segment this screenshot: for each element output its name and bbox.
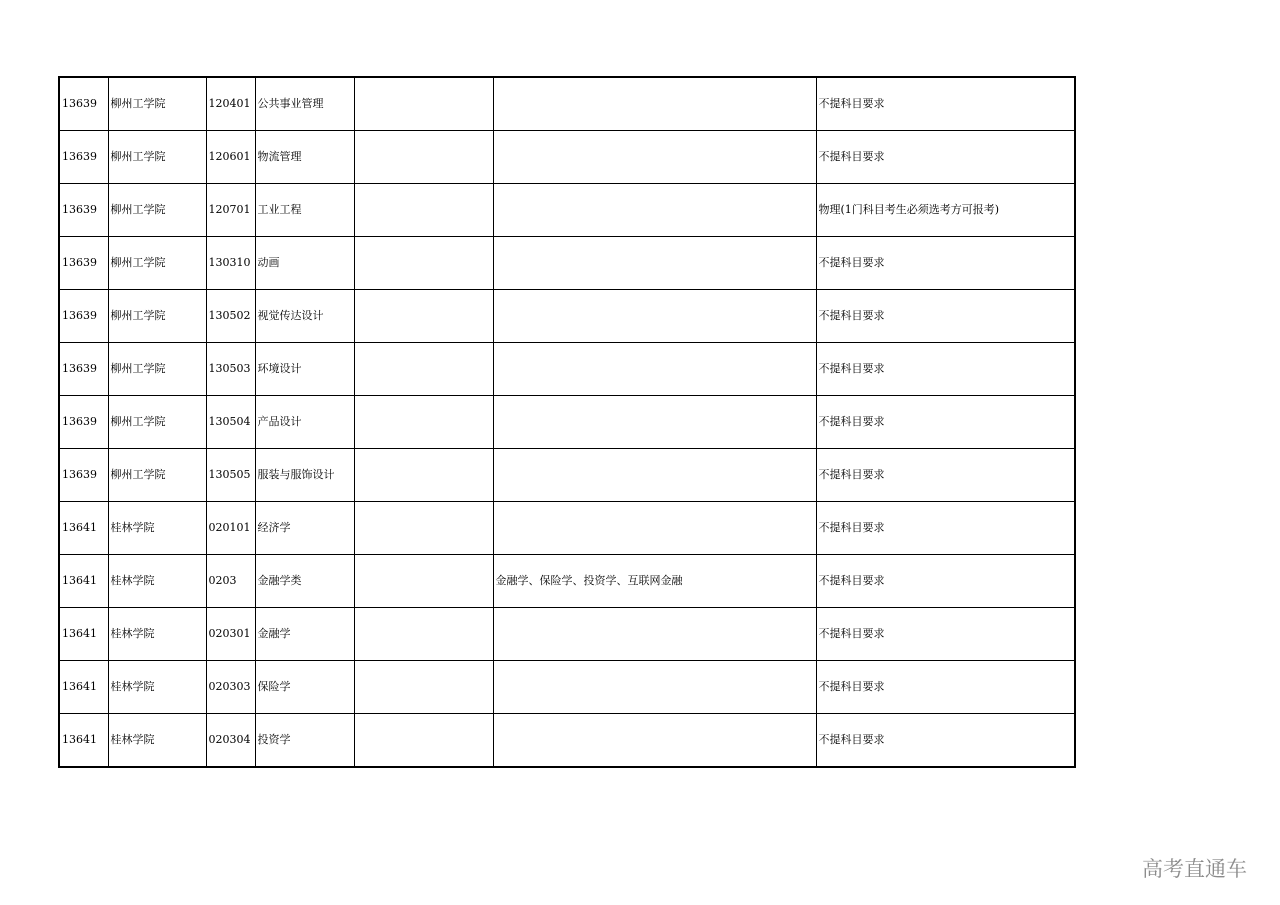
major-code-cell: 020101	[206, 502, 255, 555]
major-name-cell: 经济学	[255, 502, 354, 555]
school-name-cell: 桂林学院	[108, 502, 206, 555]
major-code-cell: 130502	[206, 290, 255, 343]
included-majors-cell	[493, 502, 816, 555]
table-row	[59, 449, 1075, 502]
major-name-cell: 金融学	[255, 608, 354, 661]
subject-requirement-cell: 不提科目要求	[816, 396, 1075, 449]
included-majors-cell	[493, 608, 816, 661]
note-cell	[354, 184, 493, 237]
subject-requirement-cell: 不提科目要求	[816, 555, 1075, 608]
table-row	[59, 502, 1075, 555]
note-cell	[354, 396, 493, 449]
major-code-cell: 0203	[206, 555, 255, 608]
school-name-cell: 柳州工学院	[108, 290, 206, 343]
major-code-cell: 120601	[206, 131, 255, 184]
school-name-cell: 柳州工学院	[108, 77, 206, 131]
school-name-cell: 桂林学院	[108, 555, 206, 608]
table-row	[59, 131, 1075, 184]
school-name-cell: 桂林学院	[108, 661, 206, 714]
subject-requirement-cell: 不提科目要求	[816, 502, 1075, 555]
major-name-cell: 保险学	[255, 661, 354, 714]
subject-requirements-table	[58, 76, 1076, 768]
table-row	[59, 290, 1075, 343]
major-name-cell: 金融学类	[255, 555, 354, 608]
major-name-cell: 环境设计	[255, 343, 354, 396]
table-row	[59, 608, 1075, 661]
school-name-cell: 柳州工学院	[108, 131, 206, 184]
subject-requirement-cell: 不提科目要求	[816, 661, 1075, 714]
included-majors-cell: 金融学、保险学、投资学、互联网金融	[493, 555, 816, 608]
major-name-cell: 动画	[255, 237, 354, 290]
school-code-cell: 13641	[59, 714, 108, 768]
note-cell	[354, 449, 493, 502]
major-code-cell: 020303	[206, 661, 255, 714]
school-code-cell: 13639	[59, 77, 108, 131]
major-name-cell: 物流管理	[255, 131, 354, 184]
included-majors-cell	[493, 396, 816, 449]
school-name-cell: 柳州工学院	[108, 343, 206, 396]
school-code-cell: 13641	[59, 608, 108, 661]
major-code-cell: 130310	[206, 237, 255, 290]
note-cell	[354, 290, 493, 343]
school-code-cell: 13639	[59, 184, 108, 237]
school-code-cell: 13639	[59, 237, 108, 290]
included-majors-cell	[493, 661, 816, 714]
school-name-cell: 柳州工学院	[108, 449, 206, 502]
table-row	[59, 237, 1075, 290]
school-code-cell: 13639	[59, 396, 108, 449]
note-cell	[354, 714, 493, 768]
note-cell	[354, 77, 493, 131]
school-code-cell: 13641	[59, 502, 108, 555]
school-code-cell: 13639	[59, 343, 108, 396]
note-cell	[354, 131, 493, 184]
major-code-cell: 120701	[206, 184, 255, 237]
note-cell	[354, 661, 493, 714]
school-name-cell: 桂林学院	[108, 714, 206, 768]
table-row	[59, 343, 1075, 396]
major-code-cell: 120401	[206, 77, 255, 131]
subject-requirement-cell: 不提科目要求	[816, 77, 1075, 131]
table-body	[59, 77, 1075, 767]
included-majors-cell	[493, 290, 816, 343]
subject-requirement-cell: 不提科目要求	[816, 290, 1075, 343]
major-name-cell: 工业工程	[255, 184, 354, 237]
major-code-cell: 130505	[206, 449, 255, 502]
major-name-cell: 公共事业管理	[255, 77, 354, 131]
included-majors-cell	[493, 449, 816, 502]
school-name-cell: 柳州工学院	[108, 184, 206, 237]
subject-requirement-cell: 不提科目要求	[816, 714, 1075, 768]
major-name-cell: 视觉传达设计	[255, 290, 354, 343]
school-code-cell: 13641	[59, 555, 108, 608]
subject-requirement-cell: 不提科目要求	[816, 237, 1075, 290]
note-cell	[354, 343, 493, 396]
school-code-cell: 13641	[59, 661, 108, 714]
major-name-cell: 产品设计	[255, 396, 354, 449]
subject-requirement-cell: 不提科目要求	[816, 131, 1075, 184]
table-row	[59, 77, 1075, 131]
note-cell	[354, 237, 493, 290]
major-code-cell: 020304	[206, 714, 255, 768]
included-majors-cell	[493, 131, 816, 184]
table-row	[59, 661, 1075, 714]
table-row	[59, 184, 1075, 237]
subject-requirement-cell: 不提科目要求	[816, 449, 1075, 502]
subject-requirement-cell: 不提科目要求	[816, 608, 1075, 661]
watermark-text: 高考直通车	[1142, 857, 1247, 881]
table-row	[59, 396, 1075, 449]
included-majors-cell	[493, 184, 816, 237]
note-cell	[354, 502, 493, 555]
major-code-cell: 130504	[206, 396, 255, 449]
included-majors-cell	[493, 237, 816, 290]
major-code-cell: 130503	[206, 343, 255, 396]
included-majors-cell	[493, 77, 816, 131]
table-row	[59, 555, 1075, 608]
school-code-cell: 13639	[59, 449, 108, 502]
included-majors-cell	[493, 714, 816, 768]
school-name-cell: 桂林学院	[108, 608, 206, 661]
school-code-cell: 13639	[59, 290, 108, 343]
major-name-cell: 服装与服饰设计	[255, 449, 354, 502]
subject-requirement-cell: 不提科目要求	[816, 343, 1075, 396]
major-code-cell: 020301	[206, 608, 255, 661]
included-majors-cell	[493, 343, 816, 396]
note-cell	[354, 608, 493, 661]
school-code-cell: 13639	[59, 131, 108, 184]
table-row	[59, 714, 1075, 768]
school-name-cell: 柳州工学院	[108, 237, 206, 290]
school-name-cell: 柳州工学院	[108, 396, 206, 449]
subject-requirement-cell: 物理(1门科目考生必须选考方可报考)	[816, 184, 1075, 237]
major-name-cell: 投资学	[255, 714, 354, 768]
note-cell	[354, 555, 493, 608]
